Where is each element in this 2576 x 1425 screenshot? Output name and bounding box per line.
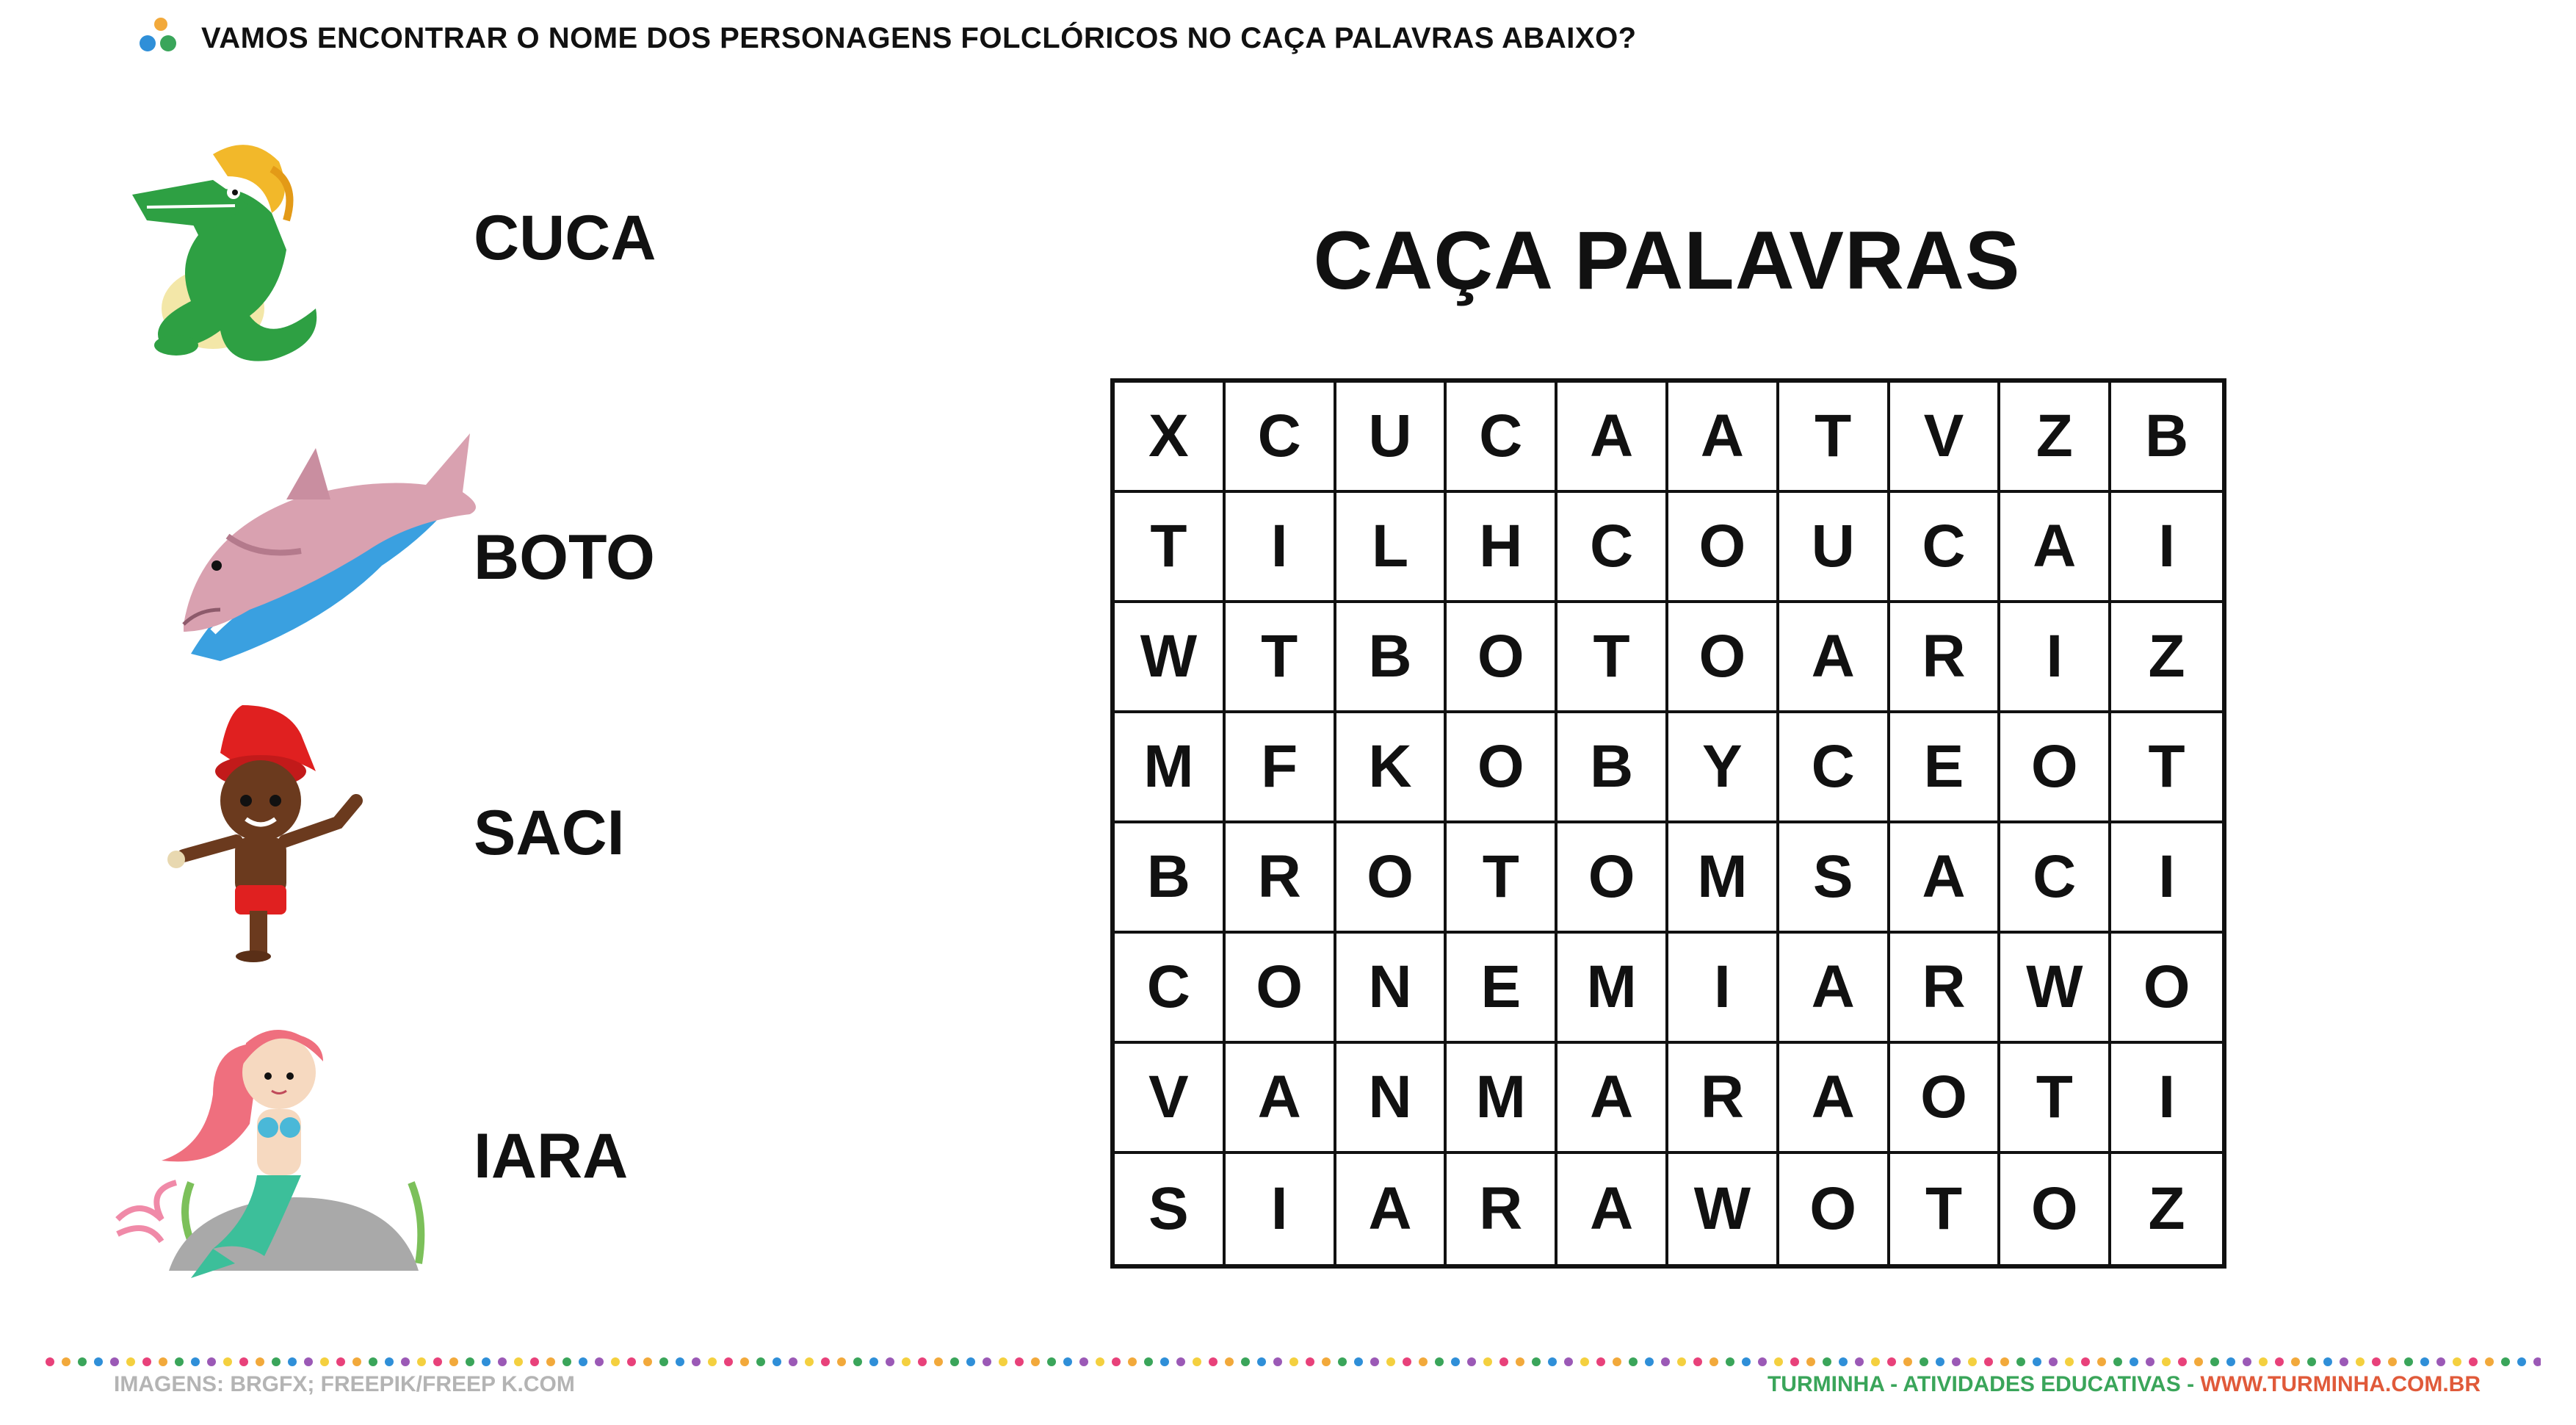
character-name: IARA — [474, 1121, 629, 1191]
divider-dot — [1144, 1357, 1153, 1366]
divider-dot — [1112, 1357, 1121, 1366]
grid-cell[interactable]: N — [1336, 934, 1447, 1044]
divider-dot — [2404, 1357, 2413, 1366]
divider-dot — [1273, 1357, 1282, 1366]
cuca-alligator-icon — [103, 125, 345, 375]
divider-dot — [1047, 1357, 1056, 1366]
grid-cell[interactable]: W — [1115, 603, 1226, 713]
divider-dot — [449, 1357, 458, 1366]
divider-dot — [1548, 1357, 1557, 1366]
character-item-boto — [103, 389, 764, 683]
divider-dot — [886, 1357, 894, 1366]
grid-cell[interactable]: B — [2111, 383, 2222, 493]
divider-dot — [272, 1357, 281, 1366]
logo-dots-icon — [140, 18, 181, 59]
divider-dot — [1710, 1357, 1718, 1366]
divider-dot — [1742, 1357, 1751, 1366]
divider-dot — [142, 1357, 151, 1366]
grid-cell[interactable]: R — [1668, 1044, 1779, 1154]
divider-dot — [1079, 1357, 1088, 1366]
divider-dot — [159, 1357, 167, 1366]
divider-dot — [498, 1357, 507, 1366]
divider-dot — [1483, 1357, 1492, 1366]
divider-dot — [417, 1357, 426, 1366]
divider-dot — [918, 1357, 927, 1366]
grid-cell[interactable]: A — [1779, 603, 1890, 713]
divider-dot — [1855, 1357, 1864, 1366]
divider-dot — [1936, 1357, 1944, 1366]
grid-cell[interactable]: M — [1668, 823, 1779, 934]
grid-cell[interactable]: V — [1115, 1044, 1226, 1154]
grid-cell[interactable]: X — [1115, 383, 1226, 493]
divider-dot — [1516, 1357, 1524, 1366]
divider-dot — [1338, 1357, 1347, 1366]
divider-dot — [2501, 1357, 2510, 1366]
grid-cell[interactable]: E — [1447, 934, 1557, 1044]
page-header — [140, 16, 1637, 60]
divider-dot — [1903, 1357, 1912, 1366]
divider-dot — [805, 1357, 814, 1366]
grid-cell[interactable]: T — [1115, 493, 1226, 603]
divider-dot — [401, 1357, 410, 1366]
grid-cell[interactable]: S — [1115, 1154, 1226, 1264]
divider-dot — [369, 1357, 377, 1366]
divider-dot — [2146, 1357, 2154, 1366]
grid-cell[interactable]: R — [1447, 1154, 1557, 1264]
divider-dot — [1532, 1357, 1541, 1366]
grid-cell[interactable]: C — [1447, 383, 1557, 493]
divider-dot — [1758, 1357, 1767, 1366]
divider-dot — [1952, 1357, 1961, 1366]
divider-dot — [1645, 1357, 1654, 1366]
divider-dot — [1063, 1357, 1072, 1366]
grid-cell[interactable]: H — [1447, 493, 1557, 603]
character-item-iara — [103, 999, 764, 1307]
grid-cell[interactable]: A — [1336, 1154, 1447, 1264]
footer-brand — [1768, 1372, 2481, 1397]
divider-dot — [1968, 1357, 1977, 1366]
grid-cell[interactable]: A — [1668, 383, 1779, 493]
divider-dot — [239, 1357, 248, 1366]
divider-dot — [1128, 1357, 1137, 1366]
divider-dot — [1306, 1357, 1314, 1366]
grid-cell[interactable]: A — [1890, 823, 2001, 934]
grid-cell[interactable]: C — [1779, 713, 1890, 823]
divider-dot — [2065, 1357, 2074, 1366]
grid-cell[interactable]: Z — [2111, 603, 2222, 713]
divider-dot — [1435, 1357, 1444, 1366]
divider-dot — [676, 1357, 684, 1366]
grid-cell[interactable]: K — [1336, 713, 1447, 823]
grid-cell[interactable]: T — [2111, 713, 2222, 823]
divider-dot — [595, 1357, 604, 1366]
grid-cell[interactable]: U — [1779, 493, 1890, 603]
divider-dot — [789, 1357, 797, 1366]
divider-dot — [2194, 1357, 2203, 1366]
divider-dot — [999, 1357, 1007, 1366]
grid-cell[interactable]: C — [1890, 493, 2001, 603]
brand-text: TURMINHA - ATIVIDADES EDUCATIVAS - — [1767, 1372, 2201, 1396]
grid-cell[interactable]: O — [1447, 603, 1557, 713]
divider-dot — [773, 1357, 781, 1366]
divider-dot — [1193, 1357, 1201, 1366]
divider-dot — [2049, 1357, 2058, 1366]
divider-dot — [1629, 1357, 1638, 1366]
divider-dot — [821, 1357, 830, 1366]
grid-cell[interactable]: O — [1226, 934, 1336, 1044]
divider-dot — [223, 1357, 232, 1366]
divider-dot — [1871, 1357, 1880, 1366]
divider-dot — [1403, 1357, 1411, 1366]
divider-dot — [562, 1357, 571, 1366]
divider-dot — [466, 1357, 474, 1366]
divider-dot — [2097, 1357, 2106, 1366]
grid-cell[interactable]: F — [1226, 713, 1336, 823]
grid-cell[interactable]: O — [1890, 1044, 2001, 1154]
grid-cell[interactable]: B — [1557, 713, 1668, 823]
grid-cell[interactable]: O — [1557, 823, 1668, 934]
grid-cell[interactable]: A — [1779, 1044, 1890, 1154]
divider-dot — [336, 1357, 345, 1366]
divider-dot — [983, 1357, 991, 1366]
divider-dot — [288, 1357, 297, 1366]
divider-dot — [2323, 1357, 2332, 1366]
instruction-text: VAMOS ENCONTRAR O NOME DOS PERSONAGENS FOLCLÓRICOS NO CAÇA PALAVRAS ABAIXO? — [201, 21, 1637, 54]
grid-cell[interactable]: O — [2111, 934, 2222, 1044]
grid-cell[interactable]: U — [1336, 383, 1447, 493]
grid-cell[interactable]: I — [2111, 493, 2222, 603]
character-name: SACI — [474, 798, 625, 868]
grid-cell[interactable]: T — [1890, 1154, 2001, 1264]
divider-dot — [110, 1357, 119, 1366]
divider-dot — [433, 1357, 442, 1366]
divider-dot — [1467, 1357, 1476, 1366]
grid-cell[interactable]: I — [1668, 934, 1779, 1044]
grid-cell[interactable]: M — [1447, 1044, 1557, 1154]
divider-dot — [2356, 1357, 2365, 1366]
divider-dot — [2162, 1357, 2171, 1366]
divider-dot — [2453, 1357, 2461, 1366]
divider-dot — [740, 1357, 749, 1366]
grid-cell[interactable]: Z — [2000, 383, 2111, 493]
divider-dot — [2210, 1357, 2219, 1366]
grid-cell[interactable]: A — [1557, 383, 1668, 493]
divider-dot — [2485, 1357, 2494, 1366]
divider-dot — [2226, 1357, 2235, 1366]
divider-dot — [2016, 1357, 2025, 1366]
divider-dot — [2275, 1357, 2284, 1366]
divider-dot — [2243, 1357, 2251, 1366]
grid-cell[interactable]: A — [1557, 1044, 1668, 1154]
divider-dot — [934, 1357, 943, 1366]
divider-dot — [530, 1357, 539, 1366]
grid-cell[interactable]: N — [1336, 1044, 1447, 1154]
grid-cell[interactable]: W — [2000, 934, 2111, 1044]
divider-dot — [2469, 1357, 2478, 1366]
grid-cell[interactable]: T — [1447, 823, 1557, 934]
divider-dot — [627, 1357, 636, 1366]
character-item-saci — [103, 698, 764, 962]
grid-cell[interactable]: C — [1115, 934, 1226, 1044]
divider-dot — [579, 1357, 587, 1366]
grid-cell[interactable]: Z — [2148, 1175, 2185, 1242]
grid-cell[interactable]: S — [1779, 823, 1890, 934]
divider-dot — [1726, 1357, 1734, 1366]
divider-dot — [950, 1357, 959, 1366]
divider-dot — [1661, 1357, 1670, 1366]
divider-dot — [756, 1357, 765, 1366]
grid-cell[interactable]: I — [2111, 823, 2222, 934]
grid-cell[interactable]: O — [2000, 713, 2111, 823]
character-item-cuca — [103, 125, 764, 375]
divider-dot — [611, 1357, 620, 1366]
divider-dot — [546, 1357, 555, 1366]
divider-dot — [1580, 1357, 1589, 1366]
divider-dot — [1031, 1357, 1040, 1366]
divider-dot — [304, 1357, 313, 1366]
pink-dolphin-icon — [103, 389, 485, 683]
grid-cell[interactable]: C — [1557, 493, 1668, 603]
divider-dot — [1693, 1357, 1702, 1366]
grid-cell[interactable]: M — [1557, 934, 1668, 1044]
divider-dot — [126, 1357, 135, 1366]
divider-dot — [2533, 1357, 2541, 1366]
divider-dot — [1289, 1357, 1298, 1366]
divider-dot — [2291, 1357, 2300, 1366]
divider-dot — [1354, 1357, 1363, 1366]
grid-cell[interactable]: A — [1226, 1044, 1336, 1154]
divider-dot — [1774, 1357, 1783, 1366]
grid-cell[interactable]: O — [2000, 1154, 2111, 1264]
grid-cell[interactable]: O — [1668, 493, 1779, 603]
divider-dot — [352, 1357, 361, 1366]
divider-dot — [1823, 1357, 1831, 1366]
grid-cell[interactable]: R — [1890, 603, 2001, 713]
divider-dot — [1596, 1357, 1605, 1366]
divider-dot — [837, 1357, 846, 1366]
divider-dot — [1806, 1357, 1815, 1366]
divider-dot — [207, 1357, 216, 1366]
divider-dot — [2388, 1357, 2397, 1366]
grid-cell[interactable]: T — [1226, 603, 1336, 713]
grid-cell[interactable]: B — [1115, 823, 1226, 934]
divider-dot — [1564, 1357, 1573, 1366]
divider-dot — [385, 1357, 394, 1366]
divider-dot — [643, 1357, 652, 1366]
divider-dot — [62, 1357, 70, 1366]
divider-dot — [1322, 1357, 1331, 1366]
grid-cell[interactable]: V — [1890, 383, 2001, 493]
grid-cell[interactable]: I — [1226, 493, 1336, 603]
grid-cell[interactable]: R — [1226, 823, 1336, 934]
divider-dot — [1370, 1357, 1379, 1366]
word-search-grid — [1110, 378, 2226, 1269]
divider-dot — [2033, 1357, 2041, 1366]
divider-dot — [1451, 1357, 1460, 1366]
divider-dot — [869, 1357, 878, 1366]
saci-boy-icon — [103, 698, 382, 962]
grid-cell[interactable]: W — [1668, 1154, 1779, 1264]
divider-dot — [2340, 1357, 2348, 1366]
divider-dot — [2113, 1357, 2122, 1366]
grid-cell[interactable]: I — [2000, 603, 2111, 713]
divider-dot — [2517, 1357, 2526, 1366]
divider-dot — [966, 1357, 975, 1366]
divider-dot — [1015, 1357, 1024, 1366]
divider-dot — [2081, 1357, 2090, 1366]
grid-cell[interactable]: C — [2000, 823, 2111, 934]
divider-dot — [1241, 1357, 1250, 1366]
divider-dot — [1419, 1357, 1428, 1366]
divider-dot — [320, 1357, 329, 1366]
divider-dot — [853, 1357, 862, 1366]
divider-dot — [1176, 1357, 1185, 1366]
divider-dot — [175, 1357, 184, 1366]
divider-dot — [1209, 1357, 1218, 1366]
grid-cell[interactable]: A — [1779, 934, 1890, 1044]
divider-dot — [2372, 1357, 2381, 1366]
divider-dot — [692, 1357, 701, 1366]
divider-dot — [94, 1357, 103, 1366]
grid-cell[interactable]: O — [1447, 713, 1557, 823]
divider-dot — [191, 1357, 200, 1366]
divider-dot — [1096, 1357, 1104, 1366]
divider-dot — [514, 1357, 523, 1366]
image-credits: IMAGENS: BRGFX; FREEPIK/FREEP K.COM — [114, 1372, 575, 1396]
divider-dot — [1225, 1357, 1234, 1366]
divider-dot — [708, 1357, 717, 1366]
divider-dot — [46, 1357, 54, 1366]
grid-cell[interactable]: T — [1779, 383, 1890, 493]
grid-cell[interactable]: C — [1226, 383, 1336, 493]
decorative-dots-divider — [44, 1356, 2541, 1368]
divider-dot — [1887, 1357, 1896, 1366]
divider-dot — [2178, 1357, 2187, 1366]
mermaid-icon — [103, 999, 455, 1307]
divider-dot — [1160, 1357, 1169, 1366]
grid-cell[interactable]: O — [1336, 823, 1447, 934]
grid-cell[interactable]: O — [1779, 1154, 1890, 1264]
website-link[interactable]: WWW.TURMINHA.COM.BR — [2200, 1372, 2481, 1396]
divider-dot — [724, 1357, 733, 1366]
divider-dot — [1920, 1357, 1928, 1366]
grid-cell[interactable]: I — [1226, 1154, 1336, 1264]
divider-dot — [659, 1357, 668, 1366]
divider-dot — [1677, 1357, 1686, 1366]
divider-dot — [1790, 1357, 1799, 1366]
grid-cell[interactable]: A — [1557, 1154, 1668, 1264]
divider-dot — [2307, 1357, 2316, 1366]
divider-dot — [2259, 1357, 2268, 1366]
grid-cell[interactable]: A — [2000, 493, 2111, 603]
grid-cell[interactable]: T — [2000, 1044, 2111, 1154]
character-name: BOTO — [474, 522, 655, 593]
grid-cell[interactable]: Y — [1668, 713, 1779, 823]
grid-cell[interactable]: B — [1336, 603, 1447, 713]
divider-dot — [2436, 1357, 2445, 1366]
divider-dot — [1499, 1357, 1508, 1366]
grid-cell[interactable]: T — [1557, 603, 1668, 713]
grid-cell[interactable]: M — [1115, 713, 1226, 823]
divider-dot — [78, 1357, 87, 1366]
divider-dot — [1257, 1357, 1266, 1366]
divider-dot — [902, 1357, 911, 1366]
divider-dot — [2000, 1357, 2009, 1366]
grid-cell[interactable]: L — [1336, 493, 1447, 603]
grid-cell[interactable]: E — [1890, 713, 2001, 823]
divider-dot — [1839, 1357, 1848, 1366]
divider-dot — [1613, 1357, 1621, 1366]
divider-dot — [482, 1357, 491, 1366]
grid-cell[interactable]: I — [2111, 1044, 2222, 1154]
character-name: CUCA — [474, 203, 656, 273]
divider-dot — [2420, 1357, 2429, 1366]
divider-dot — [1386, 1357, 1395, 1366]
divider-dot — [2130, 1357, 2138, 1366]
character-list — [103, 125, 764, 1315]
grid-cell[interactable]: O — [1668, 603, 1779, 713]
divider-dot — [1984, 1357, 1993, 1366]
divider-dot — [256, 1357, 264, 1366]
grid-cell[interactable]: R — [1890, 934, 2001, 1044]
puzzle-title: CAÇA PALAVRAS — [1313, 214, 2021, 306]
